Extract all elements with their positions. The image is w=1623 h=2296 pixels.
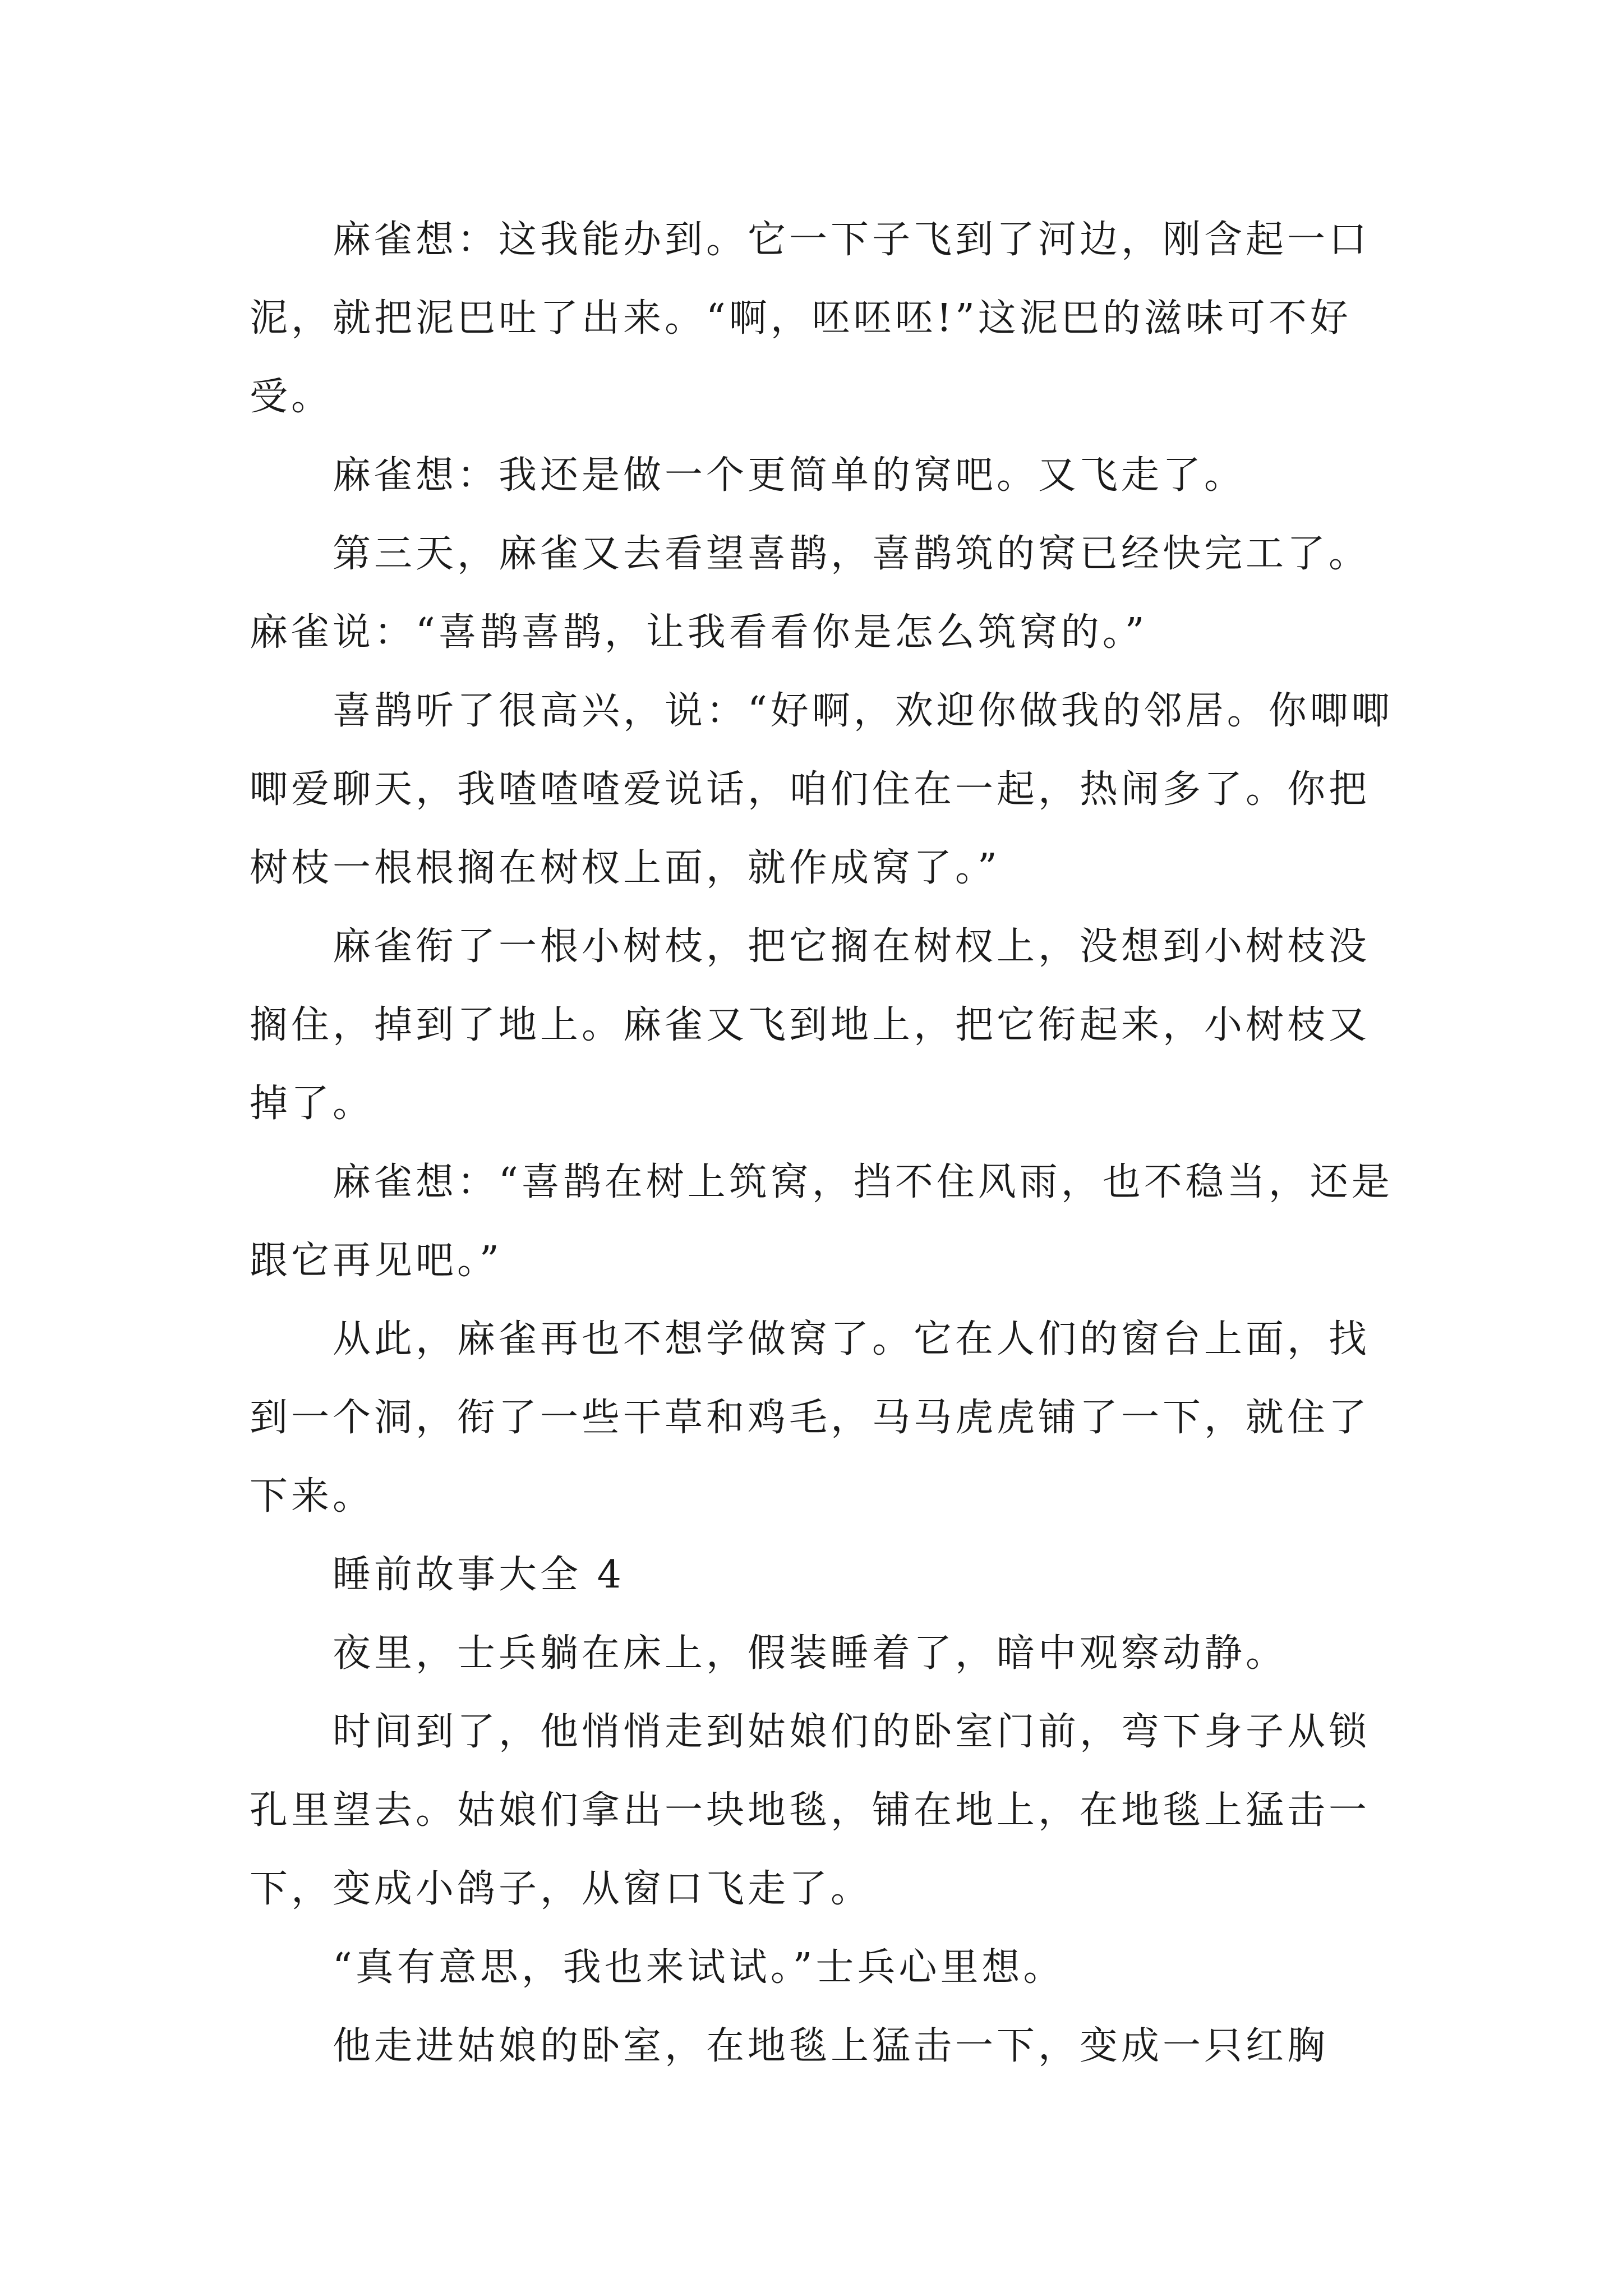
paragraph: 麻雀衔了一根小树枝，把它搁在树杈上，没想到小树枝没搁住，掉到了地上。麻雀又飞到地上，把它衔起来，小树枝又掉了。 [250, 924, 1371, 1126]
paragraph: “真有意思，我也来试试。”士兵心里想。 [333, 1945, 1065, 1990]
paragraph: 麻雀想：“喜鹊在树上筑窝，挡不住风雨，也不稳当，还是跟它再见吧。” [250, 1160, 1393, 1283]
paragraph: 从此，麻雀再也不想学做窝了。它在人们的窗台上面，找到一个洞，衔了一些干草和鸡毛，马马虎虎铺了一下，就住了下来。 [250, 1317, 1371, 1519]
paragraph: 喜鹊听了很高兴，说：“好啊，欢迎你做我的邻居。你唧唧唧爱聊天，我喳喳喳爱说话，咱们住在一起，热闹多了。你把树枝一根根搁在树杈上面，就作成窝了。” [250, 689, 1393, 890]
paragraph: 麻雀想：我还是做一个更简单的窝吧。又飞走了。 [333, 453, 1246, 498]
paragraph: 他走进姑娘的卧室，在地毯上猛击一下，变成一只红胸 [333, 2024, 1329, 2068]
document-body [250, 201, 1399, 2086]
paragraph: 夜里，士兵躺在床上，假装睡着了，暗中观察动静。 [333, 1631, 1288, 1676]
paragraph: 麻雀想：这我能办到。它一下子飞到了河边，刚含起一口泥，就把泥巴吐了出来。“啊，呸呸呸!”这泥巴的滋味可不好受。 [250, 218, 1371, 419]
paragraph: 第三天，麻雀又去看望喜鹊，喜鹊筑的窝已经快完工了。麻雀说：“喜鹊喜鹊，让我看看你是怎么筑窝的。” [250, 532, 1371, 655]
section-heading: 睡前故事大全 4 [333, 1553, 625, 1597]
paragraph: 时间到了，他悄悄走到姑娘们的卧室门前，弯下身子从锁孔里望去。姑娘们拿出一块地毯，铺在地上，在地毯上猛击一下，变成小鸽子，从窗口飞走了。 [250, 1710, 1371, 1911]
